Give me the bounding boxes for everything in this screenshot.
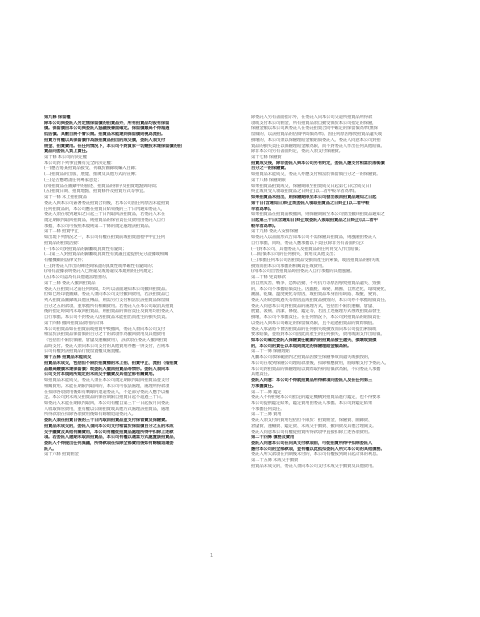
text-line: 如果拍賣品在拍賣前被撤回，則保險期限至本公司發出撤回拍賣品通知之 [251,212,385,218]
text-line: 如本公司確定委託人保險責任範圍內的拍賣品發生遺失、損壞或毀損 [251,338,377,344]
text-line: 委託人須在收到通知之日起三十日內取回該拍賣品，若委託人未在 [44,212,166,218]
text-line: 第十三條 委託人撤回拍賣品 [44,280,96,286]
text-line: 其他責任。 [251,372,272,378]
text-line: 佣金、拍賣費用。在任何情況下，本公司不對買家一切競投未達保留價的拍 [44,143,182,149]
text-line: 除本公司與委託人另定無保留價的拍賣品外，所有拍賣品均設有保留 [44,120,170,126]
text-line: (二)第三人對拍賣品的歸屬或真實性有異議且能提供充分證據或相關 [44,252,169,258]
text-line: 損壞，本公司不承擔責任。在任何情況下，本公司對拍賣品的賠償責任 [251,315,381,321]
text-line: 如委託人以書面形式告知本公司不需保險其拍賣品，則風險由委託人 [251,235,377,241]
text-line: 第十五條 拍賣品未能成交 [44,355,92,361]
text-line: 委託人須在拍賣日後的三十日內取回拍賣品並支付保管費及保險費。 [44,418,170,424]
text-line: 人收取保管費用，並有權以公開拍賣或其他方式處理該拍賣品，處理 [44,406,170,412]
text-line: 託人。 [44,446,57,452]
text-line: 第二十一條 保險理賠 [251,349,290,355]
left-column [44,115,236,551]
text-line: 項或支付本公司佣金、所有拍賣品須自動受保於本公司指定的保險， [251,120,377,126]
text-line: 損毀而由本公司承擔的相關責任或費用。 [251,263,327,269]
text-line: 委託人同意：本公司不得就拍賣品所得款項向委託人及在任何第三 [251,378,373,384]
text-line: 第十九條 委託人安排保險 [251,229,299,235]
text-line: 自行承擔，同時，委託人應承擔以下責任(除非另有書面約定)： [251,240,367,246]
text-line: (三)是否應聘請任何專家意見； [44,177,102,183]
text-line: 規定期限內取回拍賣品，則拍賣品的保管責任及費用由委託人自行 [44,217,166,223]
text-line: 拍賣品未成交的，委託人須向本公司支付未成交手續費及其他費用。 [251,463,377,469]
text-line: 除非本公司另有書面約定，委託人須支付保險費。 [251,149,343,155]
text-line: 本公司拍賣品如在拍賣前或拍賣中被撤回，委託人須向本公司支付 [44,326,166,332]
text-line: 如拍賣品未能成交，委託人須在本公司規定期限內取回拍賣品並支付 [44,378,170,384]
text-line: 潮濕、乾燥、溫度變化等原因，或拍賣品本身固有缺陷、瑕疵、變質、 [251,292,381,298]
text-line: 第十日(含通知日)終止或委託人領取拍賣品之日終止(以二者中較 [251,200,370,206]
text-line: 留價的，以該拍賣品的估價中間價為準)。因任何原因導致拍賣品遺失或 [251,132,383,138]
text-line: 因自然災害、戰爭、恐怖活動、不可抗力等原因導致拍賣品遺失、毀損 [251,280,381,286]
text-line: 列入拍賣品圖錄或其他宣傳品，則需另行支付相當於該拍賣品保留價 [44,298,170,303]
text-line: 日起第三十日(含通知日)終止或委託人領取拍賣品之日終止(以二者中 [251,217,378,223]
text-line: 較早者為準)。 [251,223,278,229]
text-line: 相當於該拍賣品保留價的百分之十的款項作為撤回費用及其他費用 [44,332,166,338]
text-line: 百分之五的款項，並承擔所有相關費用。若委託人在本公司取消其拍賣 [44,303,174,309]
text-line: (一)對本公司、其他委託人及拍賣品的任何買受人作出賠償； [251,246,363,252]
text-line: 第十八條 保險期限 [251,177,286,183]
text-line: 第十七條 保險費 [251,155,282,161]
text-line: 以委託人與本公司確定的保留價為限，且不超過拍賣品的實際價值。 [251,320,377,326]
text-line: 公司支付本規則所規定的未成交手續費及其他全部有關費用。 [44,372,157,378]
text-line: 任何拍賣品的，本公司應在拍賣日結束後的三十日內通知委託人， [44,206,166,212]
text-line: 委託人承諾將不會因拍賣品的任何損失或損毀而向本公司提出索償或 [251,326,377,332]
text-line: 第二十五條 未成交手續費 [251,458,299,464]
text-line: 本公司對下列事宜擁有完全的決定權： [44,160,116,166]
text-line: 委託人同意本公司在向其支付款項前，可從拍賣所得中扣除委託人 [251,440,373,446]
text-line: (一)本公司對拍賣品的歸屬或真實性有疑問； [44,246,127,252]
text-line: 委託人不得拒絕本公司指定的鑑定機構對拍賣品進行鑑定，也不得要求 [251,395,381,401]
text-line: 拍賣品的拍賣活動： [44,240,82,246]
text-line: 第十條 本公司的決定權 [44,155,88,161]
text-line: 委託人與本公司簽署委託拍賣合同後，若本公司因任何原因未能拍賣 [44,200,170,206]
text-line: 委託人須支付的費用包括但不限於：拍賣佣金、保險費、圖錄費、 [251,418,373,424]
text-line: 拍賣成交後，除非委託人與本公司另有約定，委託人應支付相當於落槌價 [251,160,385,166]
text-line: 委託人不得提出任何異議，所得款項在扣除全部費用後如有餘額退還委 [44,440,174,446]
text-line: 本公司對拍賣品的保險理賠以實際取得的賠償款為限，不向委託人承擔 [251,366,381,372]
text-line: 公司有權對該拍賣品行使留置權及處置權。 [44,349,124,355]
text-line: 拍賣品未成交的，委託人須向本公司支付相當於保留價百分之五的未成 [44,423,174,429]
text-line: (四)本公司出售拍賣品時由委託人自行承擔的其他風險。 [251,269,355,275]
text-line: 拍賣品未成交，包括但不限於拍賣標的未上拍、拍賣中止、流拍（指拍賣 [44,360,178,366]
text-line: 賣品的損失責任以保險理賠金額為限，而不對委託人作出任何其他賠償。 [251,143,385,149]
text-line: 所得款項在扣除各項費用後如有餘額退還委託人。 [44,412,136,418]
text-line: 本公司在收到保險公司理賠款項後，扣除相應費用，將餘額支付予委託人。 [251,360,389,366]
document-page [44,115,444,551]
text-line: 損壞的，本公司須以保險理賠金額賠償委託人。委託人同意本公司對拍 [251,137,381,143]
text-line: 第十四條 撤回拍賣品費用的計算 [44,320,104,326]
text-line: 委託人在拍賣日之前任何時間，均可以書面通知本公司撤回拍賣品。 [44,286,170,292]
text-line: 委託人同意本公司對拍賣品的處理方式，包括但不限於運輸、倉儲、 [251,303,377,309]
text-line: 如出現下列情況之一，本公司有權在拍賣前或拍賣過程中中止任何 [44,235,166,241]
text-line: 要求賠償，並將對本公司因此而產生的任何損失、費用或開支作出賠償。 [251,332,385,338]
text-line: 第二十條 免責條款 [251,275,286,281]
text-line: (四)有證據表明委託人已經違反或將違反本規則的任何規定； [44,269,156,275]
text-line: 倉儲費、運輸費、鑑定費、未成交手續費、撤回費及其他合理開支。 [251,423,377,429]
text-line: 如委託人未能在期限內取回，本公司有權自第三十一日起按月向委託 [44,400,170,406]
text-line: 相關費用。未能在期限內取回的，本公司可依法處理，處理所得款項 [44,383,170,389]
page-number: 1 [210,553,214,559]
text-line: 第二十四條 債務及費用 [251,435,295,441]
text-line: 委託人的故意或過失等原因造成拍賣品損毀的，本公司亦不承擔賠償責任。 [251,298,389,303]
text-line: (五)本公司認為有其他適當理由的。 [44,275,110,281]
text-line: 後的指定時間內未取回拍賣品，則拍賣品的保管責任及費用均由委託人 [44,309,174,315]
text-line: (二)賠償本公司的任何損失、費用及其他支出； [251,252,338,258]
text-line: 品最高競價未達保留價）或委託人撤回拍賣品等情形。委託人須向本 [44,366,170,372]
text-line: 低估價。其數目將不會公開。拍賣品未能達到保留價則視為流拍。 [44,132,166,138]
text-line: (二)拍賣品的出版、展覽、推廣及其他方式的宣傳； [44,172,140,178]
text-line: 品時支付。委託人須向本公司支付的其他費用亦應一併支付，否則本 [44,343,170,349]
text-line: 自行承擔。本公司不對委託人因拍賣品未能拍出而產生的損失負責。 [44,315,170,321]
text-line: 如果拍賣品拍賣成交，保險期限至拍賣成交日起第七日(含成交日) [251,183,372,189]
text-line: 凡屬本公司承保範圍內之拍賣品因發生保險事故而遺失或損毀的， [251,355,373,361]
text-line: 方承擔責任。 [251,383,277,389]
text-line: 的，本公司不承擔賠償責任。因蟲蛀、霉變、腐蝕、自然老化、環境變化、 [251,286,389,292]
text-line: 第十一條 未上拍拍賣品 [44,195,88,201]
text-line: (三)承擔任何本公司因拍賣品受損而產生的索償，或因拍賣品的損失或 [251,257,380,263]
text-line: 早者為準)。 [251,206,274,212]
right-column [251,115,443,551]
text-line: 第二十三條 費用 [251,412,282,418]
text-line: 本公司提供鑑定結果，鑑定費用由委託人承擔。本公司對鑑定結果 [251,400,373,406]
text-line: (一)應否將某拍賣品接受、刊載於圖錄或編入目錄； [44,166,140,172]
text-line: 保險金額以本公司與委託人在委託拍賣合同中確定的保留價為準(無保 [251,126,378,132]
text-line: 如拍賣品未能成交，委託人亦應支付相當於保留價百分之一的保險費。 [251,172,381,178]
text-line: 項。若委託人逾期未取回拍賣品，本公司有權以適當方式處置該拍賣品， [44,435,178,441]
text-line: 展覽、裝裱、清潔、修復、鑑定等，若因上述處理方式導致拍賣品發生 [251,309,381,315]
text-line: 不承擔任何責任。 [251,406,285,412]
text-line: 的，本公司的責任以本規則規定的保險理賠金額為限。 [251,343,352,349]
text-line: 除委託人另有書面指示外，在委託人向本公司交還所拍賣品所得款 [251,115,373,120]
text-line: 第十二條 拍賣中止 [44,229,79,235]
text-line: 第九條 保留權 [44,115,71,120]
text-line: (四)拍賣品在圖錄中的描述、拍賣品的排序及拍賣地點與時間； [44,183,160,189]
text-line: 在扣除各項費用後如有剩餘的退還委託人，不足部分委託人應予以補 [44,389,170,395]
text-line: 第十六條 拍賣佣金 [44,452,79,458]
text-line: 應付本公司的全部款項，並有權以此抵扣委託人所欠本公司的其他債務。 [251,446,385,452]
text-line: 百分之一的保險費。 [251,166,289,172]
text-line: 足。本公司對未成交拍賣品的保管期限自拍賣日起不超過三十日。 [44,395,166,401]
text-line: 價。保留價由本公司與委託人協議後書面確定。保留價最高不得超過 [44,126,170,132]
text-line: 委託人所欠款項在到期後未付的，本公司有權按到期日起計算的利息。 [251,452,381,458]
text-line: 賣品向委託人負上責任。 [44,149,90,155]
text-line: 終止或買受人領取拍賣品之日終止(以二者中較早者為準)。 [251,189,359,195]
text-line: (五)拍賣日期、拍賣地點、拍賣條件及拍賣方式等事宜。 [44,189,148,195]
text-line: 交手續費及其他有關費用，本公司有權從拍賣品處理所得中扣除上述款 [44,429,174,435]
text-line: (三)對委託人作出的陳述與保證的真實性或準確性有疑問的； [44,263,156,269]
text-line: 如果拍賣品未拍出，則保險期限至本公司發出領回拍賣品通知之日起 [251,195,377,201]
text-line: 委託人同意本公司有權從拍賣所得款項中直接扣除上述各項費用。 [251,429,373,435]
text-line: 拍賣方有權以其保留價作為該拍賣品拍出的成交價，委託人須支付 [44,137,166,143]
text-line: 但如已經印製圖錄，委託人須向本公司支付撤回費用，若該拍賣品已 [44,292,170,298]
text-line: 有權機關的法律文件； [44,257,86,263]
text-line: 第二十二條 鑑定 [251,389,282,395]
text-line: （包括但不限於保險、倉儲及運輸費用），該款項在委託人撤回拍賣 [44,338,168,344]
text-line: 承擔，本公司可按照本規則第二十條的規定處理該拍賣品。 [44,223,153,229]
